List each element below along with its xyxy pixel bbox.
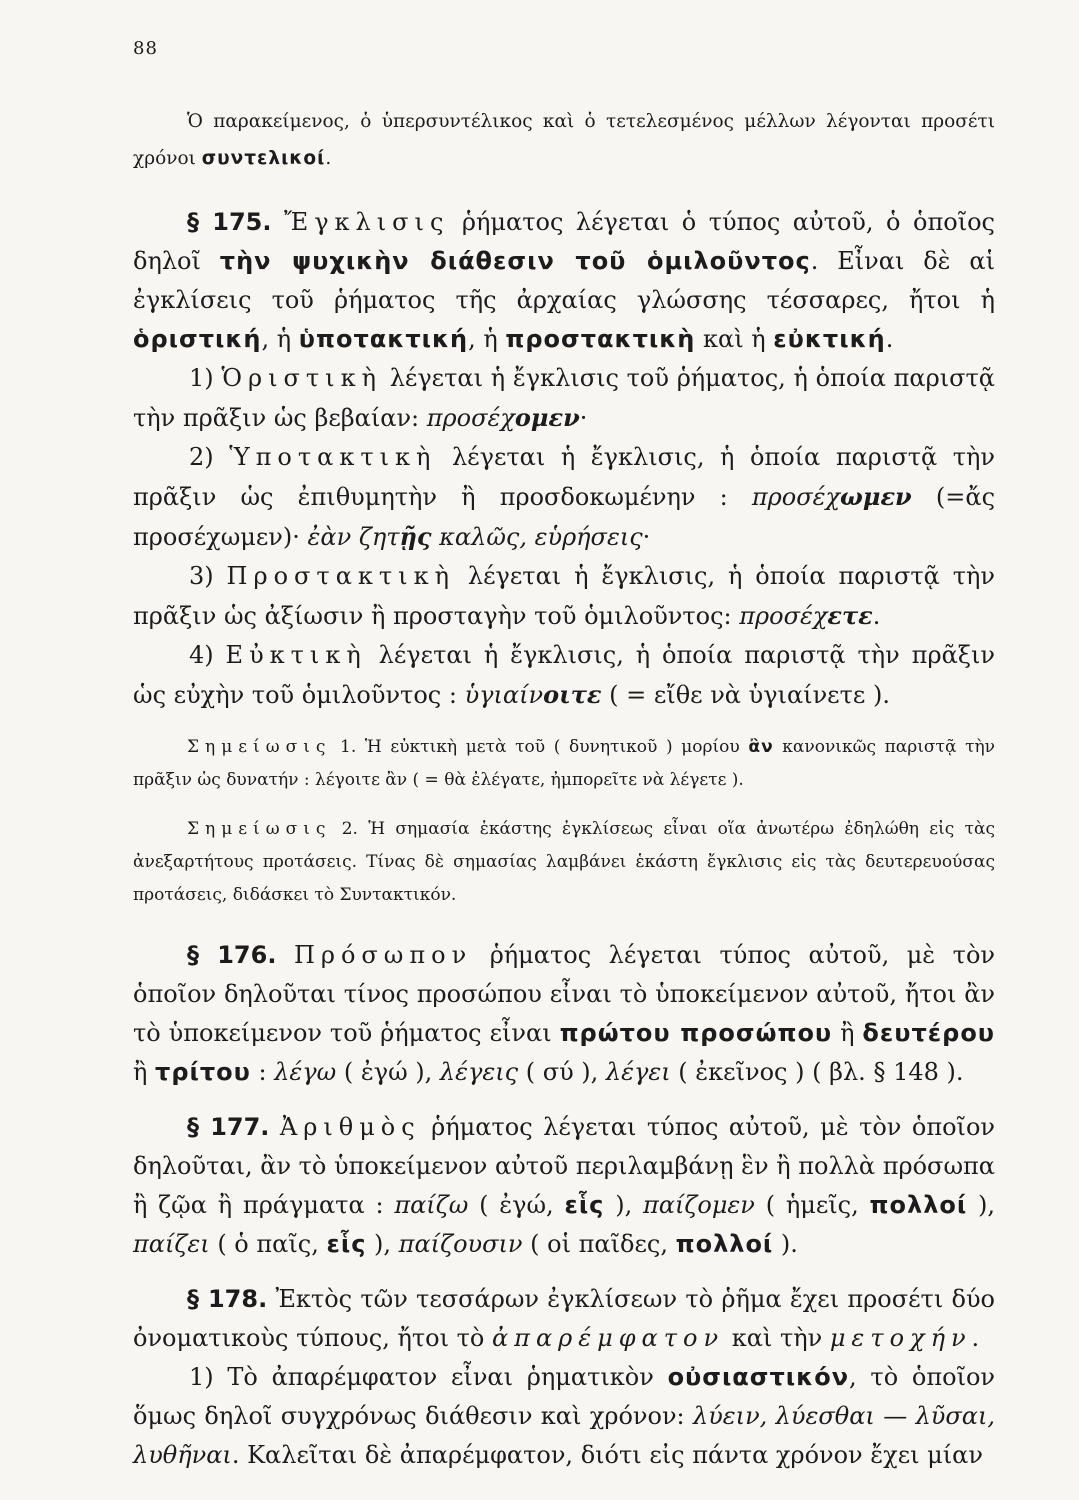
section-number: § 175.: [187, 208, 272, 236]
section-178-item-1: 1) Τὸ ἀπαρέμφατον εἶναι ῥηματικὸν οὐσιαστικόν, τὸ ὁποῖον ὅμως δηλοῖ συγχρόνως διάθεσιν καὶ χρόνον: λύειν, λύεσθαι — λῦσαι, λυθῆναι. Καλεῖται δὲ ἀπαρέμφατον, διότι εἰς πάντα χρόνον ἔχει μίαν: [133, 1363, 996, 1469]
page-number: 88: [133, 38, 158, 59]
section-term: Ἔγκλισις: [284, 208, 450, 236]
section-178: § 178. Ἐκτὸς τῶν τεσσάρων ἐγκλίσεων τὸ ῥῆμα ἔχει προσέτι δύο ὀνοματικοὺς τύπους, ἤτοι τὸ ἀπαρέμφατον καὶ τὴν μετοχήν.: [133, 1285, 995, 1352]
mood-imperative: 3) Προστακτικὴ λέγεται ἡ ἔγκλισις, ἡ ὁποία παριστᾷ τὴν πρᾶξιν ὡς ἀξίωσιν ἢ προσταγὴν τοῦ ὁμιλοῦντος: προσέχετε.: [133, 562, 995, 630]
section-number: § 177.: [187, 1113, 270, 1141]
intro-paragraph: Ὁ παρακείμενος, ὁ ὑπερσυντέλικος καὶ ὁ τετελεσμένος μέλλων λέγονται προσέτι χρόνοι συντελικοί.: [133, 111, 995, 169]
note-1: Σημείωσις 1. Ἡ εὐκτικὴ μετὰ τοῦ ( δυνητικοῦ ) μορίου ἂν κανονικῶς παριστᾷ τὴν πρᾶξιν ὡς δυνατήν : λέγοιτε ἂν ( = θὰ ἐλέγατε, ἠμπορεῖτε νὰ λέγετε ).: [133, 737, 995, 790]
mood-optative: 4) Εὐκτικὴ λέγεται ἡ ἔγκλισις, ἡ ὁποία παριστᾷ τὴν πρᾶξιν ὡς εὐχὴν τοῦ ὁμιλοῦντος : ὑγιαίνοιτε ( = εἴθε νὰ ὑγιαίνετε ).: [133, 641, 995, 709]
section-number: § 176.: [187, 941, 277, 969]
section-175: § 175. Ἔγκλισις ῥήματος λέγεται ὁ τύπος αὐτοῦ, ὁ ὁποῖος δηλοῖ τὴν ψυχικὴν διάθεσιν τοῦ ὁμιλοῦντος. Εἶναι δὲ αἱ ἐγκλίσεις τοῦ ῥήματος τῆς ἀρχαίας γλώσσης τέσσαρες, ἤτοι ἡ ὁριστική, ἡ ὑποτακτική, ἡ προστακτικὴ καὶ ἡ εὐκτική.: [133, 208, 995, 353]
section-177: § 177. Ἀριθμὸς ῥήματος λέγεται τύπος αὐτοῦ, μὲ τὸν ὁποῖον δηλοῦται, ἂν τὸ ὑποκείμενον αὐτοῦ περιλαμβάνῃ ἓν ἢ πολλὰ πρόσωπα ἢ ζῷα ἢ πράγματα : παίζω ( ἐγώ, εἷς ), παίζομεν ( ἡμεῖς, πολλοί ), παίζει ( ὁ παῖς, εἷς ), παίζουσιν ( οἱ παῖδες, πολλοί ).: [133, 1113, 996, 1258]
mood-indicative: 1) Ὁριστικὴ λέγεται ἡ ἔγκλισις τοῦ ῥήματος, ἡ ὁποία παριστᾷ τὴν πρᾶξιν ὡς βεβαίαν: προσέχομεν·: [133, 364, 996, 432]
section-number: § 178.: [187, 1285, 268, 1313]
note-2: Σημείωσις 2. Ἡ σημασία ἑκάστης ἐγκλίσεως εἶναι οἵα ἀνωτέρω ἐδηλώθη εἰς τὰς ἀνεξαρτήτους προτάσεις. Τίνας δὲ σημασίας λαμβάνει ἑκάστη ἔγκλισις εἰς τὰς δευτερευούσας προτάσεις, διδάσκει τὸ Συντακτικόν.: [133, 819, 995, 905]
book-page: [133, 38, 995, 1475]
mood-subjunctive: 2) Ὑποτακτικὴ λέγεται ἡ ἔγκλισις, ἡ ὁποία παριστᾷ τὴν πρᾶξιν ὡς ἐπιθυμητὴν ἢ προσδοκωμένην : προσέχωμεν (=ἄς προσέχωμεν)· ἐὰν ζητῇς καλῶς, εὑρήσεις·: [133, 443, 996, 551]
section-176: § 176. Πρόσωπον ῥήματος λέγεται τύπος αὐτοῦ, μὲ τὸν ὁποῖον δηλοῦται τίνος προσώπου εἶναι τὸ ὑποκείμενον αὐτοῦ, ἤτοι ἂν τὸ ὑποκείμενον τοῦ ῥήματος εἶναι πρώτου προσώπου ἢ δευτέρου ἢ τρίτου : λέγω ( ἐγώ ), λέγεις ( σύ ), λέγει ( ἐκεῖνος ) ( βλ. § 148 ).: [133, 941, 996, 1086]
